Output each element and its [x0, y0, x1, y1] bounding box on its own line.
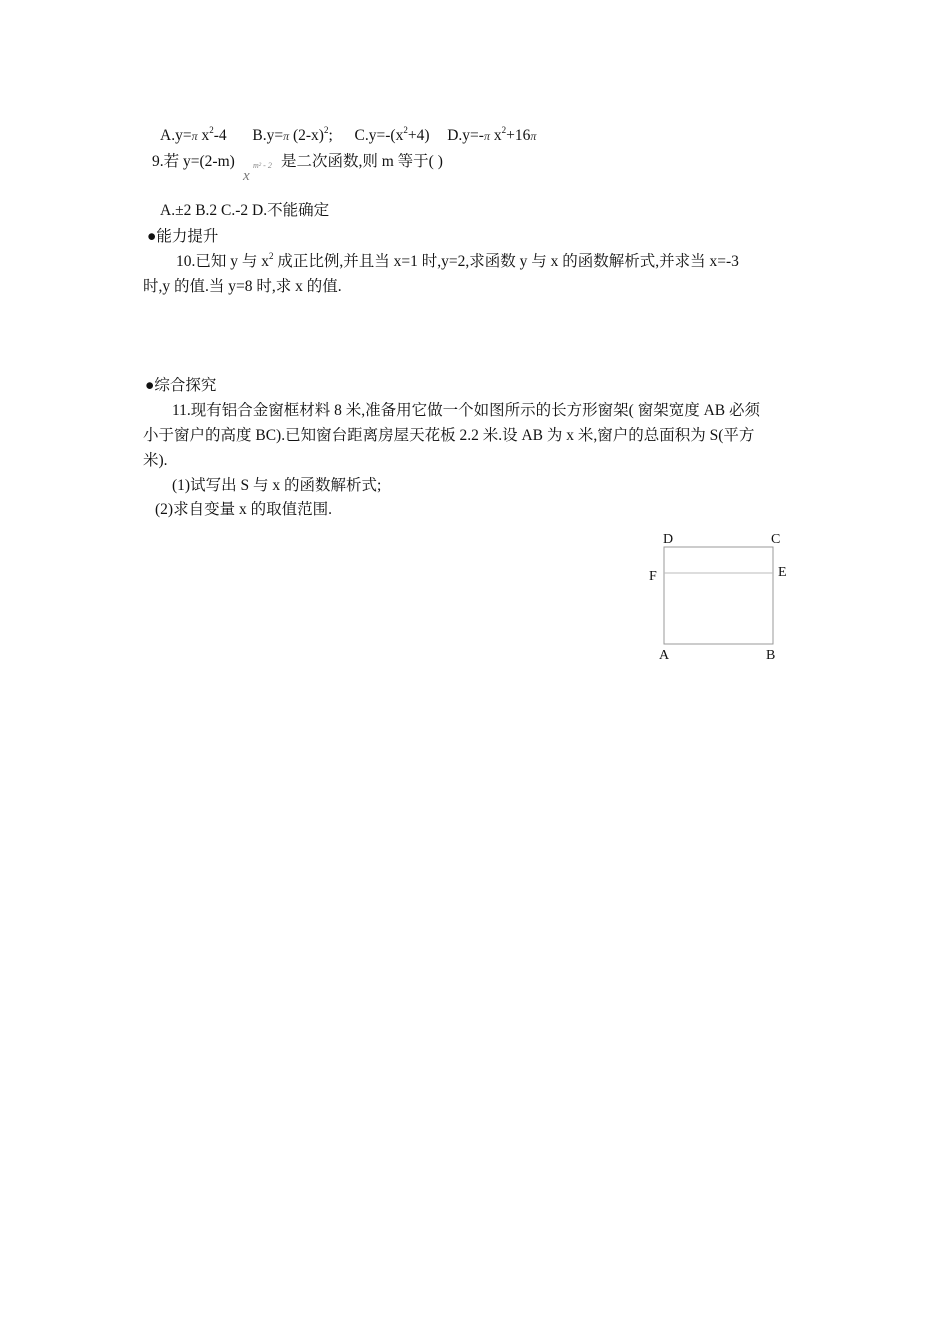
superscript: 2 [209, 124, 214, 135]
q8-option-c-tail: +4) [407, 127, 430, 144]
q11-line2 [143, 426, 754, 446]
q11-line1 [172, 401, 760, 421]
section-ability-text: ●能力提升 [147, 228, 219, 245]
q8-option-a-tail: -4 [213, 127, 227, 144]
superscript: 2 [269, 250, 274, 261]
q9-options [160, 201, 329, 221]
q11-line2-text: 小于窗户的高度 BC).已知窗台距离房屋天花板 2.2 米.设 AB 为 x 米,窗户的总面积为 S(平方 [143, 427, 755, 444]
label-e: E [778, 565, 787, 580]
q11-part2 [155, 500, 332, 520]
window-rectangle [664, 547, 773, 644]
q8-option-b-tail: ; [328, 127, 333, 144]
q9-base: x [243, 168, 250, 184]
pi-symbol: π [530, 129, 537, 143]
q8-option-b: B.y= [252, 127, 284, 144]
q10-line2-text: 时,y 的值.当 y=8 时,求 x 的值. [143, 278, 342, 295]
q8-options [160, 126, 536, 146]
q9-exponent [253, 158, 272, 172]
q11-line1-text: 11.现有铝合金窗框材料 8 米,准备用它做一个如图所示的长方形窗架( 窗架宽度 AB 必须 [172, 402, 760, 419]
q8-option-d-var: x [489, 127, 502, 144]
superscript: 2 [403, 124, 408, 135]
q11-part1 [172, 476, 381, 496]
q9-suffix-text: 是二次函数,则 m 等于( ) [281, 153, 443, 170]
q10-line2 [143, 277, 342, 297]
label-a: A [659, 648, 670, 663]
q8-option-d: D.y=- [447, 127, 484, 144]
q9-stem [152, 152, 235, 172]
q8-option-d-tail: +16 [506, 127, 531, 144]
q8-option-c: C.y=-(x [354, 127, 404, 144]
section-ability-heading [147, 227, 218, 247]
q8-option-a-var: x [197, 127, 210, 144]
q10-line1-post: 成正比例,并且当 x=1 时,y=2,求函数 y 与 x 的函数解析式,并求当 x=-3 [273, 253, 739, 270]
section-comprehensive-text: ●综合探究 [145, 377, 217, 394]
q11-line3 [143, 451, 168, 471]
q8-option-b-expr: (2-x) [289, 127, 324, 144]
superscript: 2 [501, 124, 507, 135]
q9-suffix [281, 152, 443, 172]
q9-exponent-text: m² - 2 [253, 161, 272, 170]
window-frame-figure [640, 528, 810, 668]
pi-symbol: π [191, 129, 198, 143]
label-f: F [649, 569, 657, 584]
q11-line3-text: 米). [143, 452, 168, 469]
label-c: C [771, 532, 781, 547]
q10-line1 [176, 252, 739, 272]
section-comprehensive-heading [145, 376, 216, 396]
q9-options-text: A.±2 B.2 C.-2 D.不能确定 [160, 202, 330, 219]
pi-symbol: π [283, 129, 290, 143]
q9-prefix: 9.若 y=(2-m) [152, 153, 235, 170]
label-d: D [663, 532, 674, 547]
q11-part1-text: (1)试写出 S 与 x 的函数解析式; [172, 477, 382, 494]
q11-part2-text: (2)求自变量 x 的取值范围. [155, 501, 332, 518]
superscript: 2 [323, 124, 329, 135]
q8-option-a: A.y= [160, 127, 192, 144]
q9-power [243, 166, 250, 186]
pi-symbol: π [483, 129, 490, 143]
label-b: B [766, 648, 776, 663]
window-frame-diagram [640, 528, 810, 668]
q10-line1-pre: 10.已知 y 与 x [176, 253, 270, 270]
